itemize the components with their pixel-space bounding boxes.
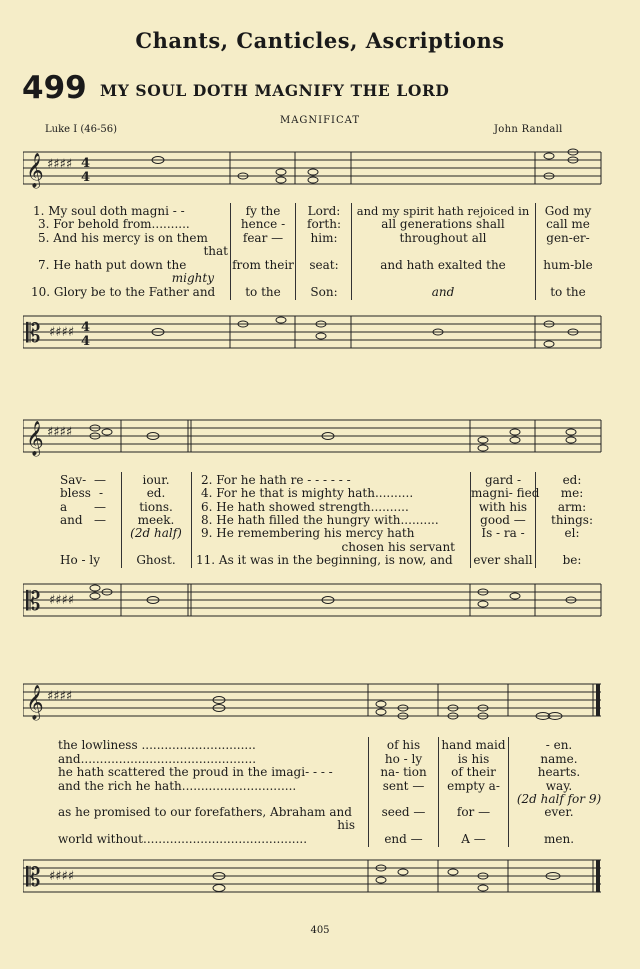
verse-text: 1. My soul doth magni - - xyxy=(33,204,185,218)
verse-text: — xyxy=(94,500,106,514)
verse-text: him: xyxy=(310,231,338,245)
svg-text:𝄡: 𝄡 xyxy=(26,319,41,349)
verse-text: ho - ly xyxy=(384,752,423,766)
verse-text: iour. xyxy=(142,473,170,487)
verse-text: God my xyxy=(544,204,592,218)
verse-text: 7. He hath put down the xyxy=(38,258,187,272)
verse-text: hum-ble xyxy=(543,258,593,272)
verse-text: 5. And his mercy is on them xyxy=(38,231,208,245)
svg-text:♯♯♯♯: ♯♯♯♯ xyxy=(49,869,75,884)
verse-text: seat: xyxy=(309,258,339,272)
verse-text: chosen his servant xyxy=(341,540,455,554)
svg-text:♯♯♯♯: ♯♯♯♯ xyxy=(49,593,75,608)
verse-text: empty a- xyxy=(447,779,500,793)
svg-text:𝄞: 𝄞 xyxy=(26,685,44,720)
verse-text: that xyxy=(203,244,228,258)
hymn-title: MY SOUL DOTH MAGNIFY THE LORD xyxy=(100,81,450,100)
treble-staff-3 xyxy=(23,680,603,722)
svg-text:𝄞: 𝄞 xyxy=(26,153,44,188)
treble-staff-1 xyxy=(23,148,603,190)
verse-text: 2. For he hath re - - - - - - xyxy=(201,473,351,487)
page-number: 405 xyxy=(310,925,330,936)
verse-text: fy the xyxy=(245,204,281,218)
svg-text:𝄞: 𝄞 xyxy=(26,421,44,456)
verse-text: for — xyxy=(456,805,491,819)
verse-text: and xyxy=(60,513,83,527)
svg-text:♯♯♯♯: ♯♯♯♯ xyxy=(47,425,73,440)
verse-text: and the rich he hath.............................. xyxy=(58,779,297,793)
verse-text: is his xyxy=(457,752,490,766)
verse-text: 4. For he that is mighty hath.......... xyxy=(201,486,414,500)
verse-text: Ho - ly xyxy=(60,553,100,567)
verse-text: — xyxy=(94,513,106,527)
verse-text: and my spirit hath rejoiced in xyxy=(356,204,530,218)
verse-text: throughout all xyxy=(399,231,487,245)
verse-text: - en. xyxy=(545,738,573,752)
verse-text: good — xyxy=(480,513,526,527)
verse-text: name. xyxy=(540,752,578,766)
svg-text:𝄡: 𝄡 xyxy=(26,587,41,617)
verse-text: — xyxy=(94,473,106,487)
svg-text:4: 4 xyxy=(81,334,91,349)
verse-text: things: xyxy=(551,513,593,527)
bass-staff-3 xyxy=(23,856,603,898)
verse-text: ed: xyxy=(562,473,582,487)
svg-text:4: 4 xyxy=(81,156,91,171)
verse-text: 10. Glory be to the Father and xyxy=(31,285,216,299)
verse-text: Sav- xyxy=(60,473,87,487)
verse-text: of his xyxy=(386,738,421,752)
verse-text: with his xyxy=(478,500,528,514)
verse-text: bless xyxy=(60,486,91,500)
verse-text: A — xyxy=(461,832,486,846)
svg-text:4: 4 xyxy=(81,170,91,185)
verse-text: Is - ra - xyxy=(481,526,525,540)
verse-text: he hath scattered the proud in the imagi- - - - xyxy=(58,765,333,779)
svg-text:4: 4 xyxy=(81,320,91,335)
verse-text: world without........................................... xyxy=(58,832,308,846)
verse-text: gen-er- xyxy=(546,231,590,245)
verse-text: and hath exalted the xyxy=(380,258,506,272)
verse-text: his xyxy=(337,818,355,832)
hymn-subtitle: MAGNIFICAT xyxy=(279,115,361,126)
verse-text: call me xyxy=(546,217,590,231)
verse-text: - xyxy=(99,486,104,500)
verse-text: hand maid xyxy=(441,738,506,752)
verse-text: a xyxy=(60,500,68,514)
verse-text: 6. He hath showed strength.......... xyxy=(201,500,409,514)
verse-text: fear — xyxy=(242,231,284,245)
verse-text: tions. xyxy=(139,500,173,514)
verse-text: from their xyxy=(232,258,294,272)
svg-text:♯♯♯♯: ♯♯♯♯ xyxy=(47,157,73,172)
verse-text: mighty xyxy=(171,271,214,285)
verse-text: the lowliness .............................. xyxy=(58,738,256,752)
verse-text: forth: xyxy=(307,217,341,231)
verse-text: end — xyxy=(384,832,423,846)
verse-text: na- tion xyxy=(380,765,427,779)
bass-staff-2 xyxy=(23,580,603,622)
verse-text: sent — xyxy=(382,779,425,793)
verse-text: 11. As it was in the beginning, is now, and xyxy=(196,553,453,567)
hymn-number: 499 xyxy=(22,70,87,106)
verse-text: el: xyxy=(564,526,580,540)
verse-text: 8. He hath filled the hungry with.......... xyxy=(201,513,439,527)
verse-text: Son: xyxy=(310,285,338,299)
section-header: Chants, Canticles, Ascriptions xyxy=(135,28,505,53)
verse-text: hearts. xyxy=(537,765,581,779)
verse-text: hence - xyxy=(240,217,286,231)
verse-text: me: xyxy=(560,486,584,500)
verse-text: meek. xyxy=(137,513,175,527)
verse-text: to the xyxy=(245,285,281,299)
scripture-reference: Luke I (46-56) xyxy=(45,124,117,135)
verse-text: (2d half) xyxy=(130,526,182,540)
verse-text: gard - xyxy=(484,473,522,487)
verse-text: be: xyxy=(562,553,582,567)
verse-text: ever shall xyxy=(473,553,533,567)
verse-text: and.............................................. xyxy=(58,752,257,766)
svg-text:𝄡: 𝄡 xyxy=(26,863,41,893)
verse-text: as he promised to our forefathers, Abraham and xyxy=(58,805,352,819)
verse-text: Lord: xyxy=(307,204,341,218)
verse-text: way. xyxy=(545,779,573,793)
verse-text: of their xyxy=(451,765,496,779)
verse-text: arm: xyxy=(557,500,587,514)
svg-text:♯♯♯♯: ♯♯♯♯ xyxy=(49,325,75,340)
svg-text:♯♯♯♯: ♯♯♯♯ xyxy=(47,689,73,704)
verse-text: seed — xyxy=(381,805,426,819)
verse-text: men. xyxy=(543,832,575,846)
verse-text: to the xyxy=(550,285,586,299)
verse-text: Ghost. xyxy=(136,553,176,567)
composer: John Randall xyxy=(494,124,563,135)
verse-text: and xyxy=(431,285,455,299)
verse-text: all generations shall xyxy=(381,217,505,231)
verse-text: ed. xyxy=(146,486,166,500)
treble-staff-2 xyxy=(23,416,603,458)
verse-text: magni- fied xyxy=(471,486,540,500)
verse-text: 3. For behold from.......... xyxy=(38,217,190,231)
verse-text: 9. He remembering his mercy hath xyxy=(201,526,415,540)
verse-text: (2d half for 9) xyxy=(516,792,602,806)
verse-text: ever. xyxy=(544,805,574,819)
bass-staff-1 xyxy=(23,312,603,354)
